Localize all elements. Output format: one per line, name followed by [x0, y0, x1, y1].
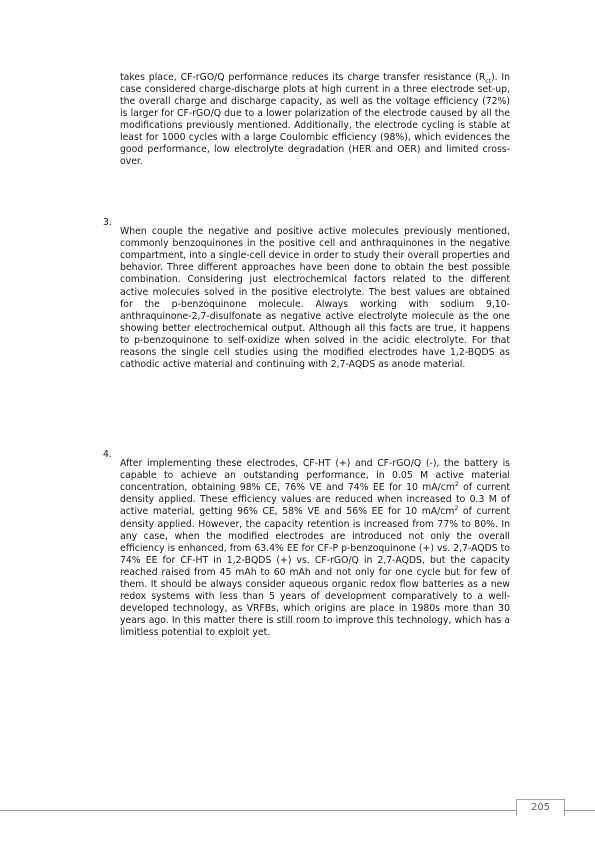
superscript-1: 2 — [454, 481, 459, 489]
intro-text-part2: ). In case considered charge-discharge plots at high current in a three electrode set-up, the overall charge and discharge capacity, as well as the voltage efficiency (72%) is larger for CF-rGO/Q due to a lower polarization of the electrode caused by all the modifications previously mentioned. Additionally, the electrode cycling is stable at least for 1000 cycles with a large Coulombic efficiency (98%), which evidences the good performance, low electrolyte degradation (HER and OER) and limited cross-over. — [120, 72, 511, 168]
list-item-3 — [103, 217, 510, 380]
list-item-text — [120, 458, 510, 639]
intro-text-part1: takes place, CF-rGO/Q performance reduces its charge transfer resistance (R — [120, 72, 486, 83]
superscript-2: 2 — [454, 505, 459, 513]
list-item-text-part3: of current density applied. However, the capacity retention is increased from 77% to 80%. In any case, when the modified electrodes are introduced not only the overall efficiency is enhanced, from 63.4% EE for CF-P p-benzoquinone (+) vs. 2,7-AQDS to 74% EE for CF-HT in 1,2-BQDS (+) vs. CF-rGO/Q in 2,7-AQDS, but the capacity reached raised from 45 mAh to 60 mAh and not only for one cycle but for few of them. It should be always consider aqueous organic redox flow batteries as a new redox systems with less than 5 years of development comparatively to a well-developed technology, as VRFBs, which origins are place in 1980s more than 30 years ago. In this matter there is still room to improve this technology, which has a limitless potential to exploit yet. — [120, 506, 510, 638]
list-item-number: 3. — [103, 217, 112, 228]
footer-rule-right — [564, 810, 595, 811]
page-number: 205 — [516, 799, 565, 816]
intro-subscript: ct — [485, 77, 491, 85]
intro-paragraph — [120, 72, 510, 168]
list-item-text: When couple the negative and positive active molecules previously mentioned, commonly benzoquinones in the positive cell and anthraquinones in the negative compartment, into a single-cell device in order to study their overall properties and behavior. Three different approaches have been done to obtain the best possible combination. Considering just electrochemical factors related to the different active molecules solved in the positive electrolyte. The best values are obtained for the p-benzoquinone molecule. Always working with sodium 9,10-anthraquinone-2,7-disulfonate as negative active electrolyte molecule as the one showing better electrochemical output. Although all this facts are true, it happens to p-benzoquinone to self-oxidize when solved in the acidic electrolyte. For that reasons the single cell studies using the modified electrodes have 1,2-BQDS as cathodic active material and continuing with 2,7-AQDS as anode material. — [120, 226, 510, 370]
footer-rule-left — [0, 810, 516, 811]
list-item-number: 4. — [103, 449, 112, 460]
list-item-4 — [103, 449, 510, 648]
list-item-text-part2: of current density applied. These efficiency values are reduced when increased to 0.3 M of active material, getting 96% CE, 58% VE and 56% EE for 10 mA/cm — [120, 482, 510, 518]
list-item-text-part1: After implementing these electrodes, CF-HT (+) and CF-rGO/Q (-), the battery is capable to achieve an outstanding performance, in 0.05 M active material concentration, obtaining 98% CE, 76% VE and 74% EE for 10 mA/cm — [120, 458, 510, 494]
